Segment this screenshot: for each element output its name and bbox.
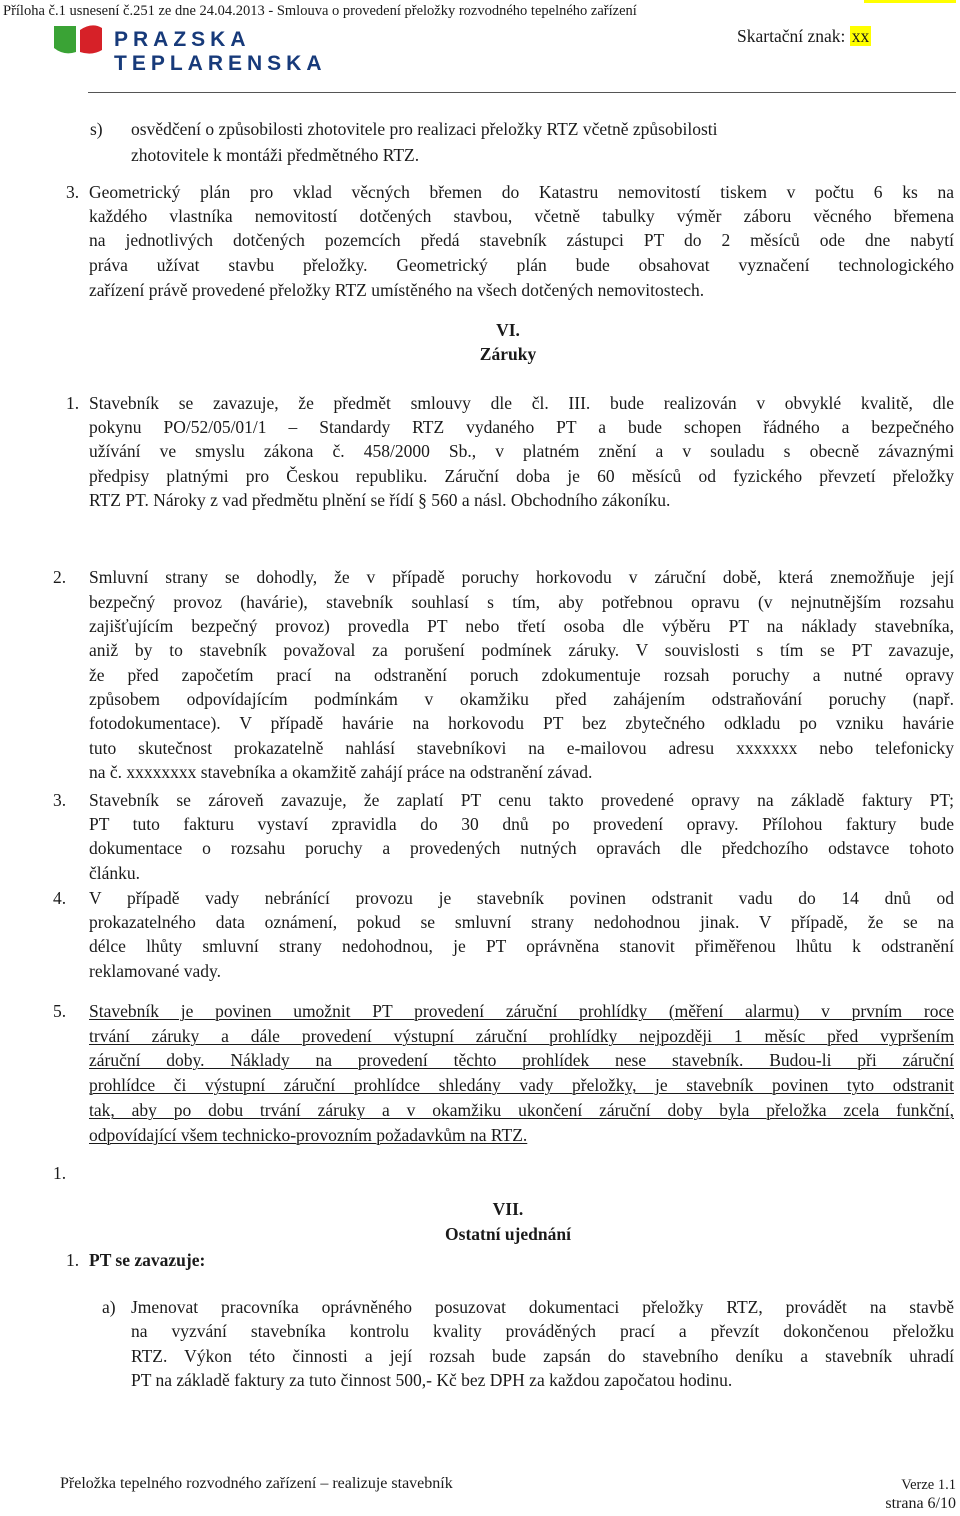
- item-s-marker: s): [90, 119, 103, 139]
- company-logo: [52, 22, 392, 75]
- section-6-p2-marker: 2.: [53, 567, 67, 587]
- section-6-p1-line: užívání ve smyslu zákona č. 458/2000 Sb., v platném znění a v souladu s obecně závaznými: [89, 441, 954, 461]
- section-7-p1-title: PT se zavazuje:: [89, 1250, 206, 1270]
- section-6-p2-line: že před započetím prací na odstranění poruch zdokumentuje rozsah poruchy a nutné opravy: [89, 665, 954, 685]
- section-6-p1-line: RTZ PT. Nároky z vad předmětu plnění se řídí § 560 a násl. Obchodního zákoníku.: [89, 490, 671, 510]
- section-6-p5-line: prohlídce či výstupní záruční prohlídce shledány vady přeložky, je stavebník povinen tyto odstranit: [89, 1075, 954, 1095]
- item-3-marker: 3.: [66, 182, 80, 202]
- section-6-p2-line: bezpečný provoz (havárie), stavebník souhlasí s tím, aby potřebnou opravu (v nejnutnějším rozsahu: [89, 592, 954, 612]
- section-7-a-line: Jmenovat pracovníka oprávněného posuzovat dokumentaci přeložky RTZ, provádět na stavbě: [131, 1297, 954, 1317]
- section-6-p4-line: reklamované vady.: [89, 961, 222, 981]
- section-7-a-line: na vyzvání stavebníka kontrolu kvality prováděných prací a převzít dokončenou přeložku: [131, 1321, 954, 1341]
- header-rule: [88, 92, 956, 93]
- section-6-p1-line: předpisy platnými pro Českou republiku. Záruční doba je 60 měsíců od fyzického převzetí přeložky: [89, 466, 954, 486]
- item-s-line: osvědčení o způsobilosti zhotovitele pro realizaci přeložky RTZ včetně způsobilosti: [131, 119, 718, 139]
- item-3-line: zařízení právě provedené přeložky RTZ umístěného na všech dotčených nemovitostech.: [89, 280, 705, 300]
- section-6-p2-line: Smluvní strany se dohodly, že v případě poruchy horkovodu v záruční době, která znemožňuje její: [89, 567, 954, 587]
- item-3-line: každého vlastníka nemovitostí dotčených stavbou, včetně tabulky výměr záboru věcného břemena: [89, 206, 954, 226]
- section-6-p4-line: délce lhůty smluvní strany nedohodnou, je PT oprávněna stanovit přiměřenou lhůtu k odstranění: [89, 936, 954, 956]
- section-6-p2-line: aniž by to stavebník považoval za porušení podmínek záruky. V souvislosti s tím se PT zavazuje,: [89, 640, 954, 660]
- section-7-a-line: PT na základě faktury za tuto činnost 500,- Kč bez DPH za každou započatou hodinu.: [131, 1370, 733, 1390]
- section-6-p5-line: Stavebník je povinen umožnit PT provedení záruční prohlídky (měření alarmu) v prvním roce: [89, 1001, 954, 1021]
- footer-version: Verze 1.1: [901, 1477, 956, 1493]
- section-6-number: VI.: [496, 320, 520, 340]
- corner-highlight: [864, 0, 956, 3]
- section-6-p5-marker: 5.: [53, 1001, 67, 1021]
- section-6-p1-marker: 1.: [66, 393, 80, 413]
- logo-mark-icon: [52, 22, 104, 58]
- section-6-p1-line: Stavebník se zavazuje, že předmět smlouvy dle čl. III. bude realizován v obvyklé kvalitě, dle: [89, 393, 954, 413]
- section-6-p4-line: V případě vady nebránící provozu je stavebník povinen odstranit vadu do 14 dnů od: [89, 888, 954, 908]
- shredding-value: xx: [851, 26, 870, 46]
- section-6-p5-line: odpovídající všem technicko-provozním požadavkům na RTZ.: [89, 1125, 528, 1145]
- section-7-p1-marker: 1.: [66, 1250, 80, 1270]
- section-7-a-marker: a): [102, 1297, 116, 1317]
- section-6-p3-line: Stavebník se zároveň zavazuje, že zaplatí PT cenu takto provedené opravy na základě faktury PT;: [89, 790, 954, 810]
- section-6-p2-line: tuto skutečnost prokazatelně nahlásí stavebníkovi na e-mailovou adresu xxxxxxx nebo telefonicky: [89, 738, 954, 758]
- item-s-line: zhotovitele k montáži předmětného RTZ.: [131, 145, 420, 165]
- section-6-p3-line: PT tuto fakturu vystaví zpravidla do 30 dnů po provedení opravy. Přílohou faktury bude: [89, 814, 954, 834]
- section-6-p2-line: způsobem odpovídajícím podmínkám v okamžiku před zahájením odstraňování poruchy (např.: [89, 689, 954, 709]
- section-6-p3-line: dokumentace o rozsahu poruchy a provedených nutných opravách dle předchozího odstavce tohoto: [89, 838, 954, 858]
- section-7-title: Ostatní ujednání: [445, 1224, 571, 1244]
- section-6-p5-line: trvání záruky a dále provedení výstupní záruční prohlídky nejpozději 1 měsíc před vypršením: [89, 1026, 954, 1046]
- page-number: strana 6/10: [885, 1495, 956, 1512]
- section-6-p3-marker: 3.: [53, 790, 67, 810]
- section-7-number: VII.: [492, 1199, 524, 1219]
- section-6-p5-line: záruční doby. Náklady na provedení těchto prohlídek nese stavebník. Budou-li při záruční: [89, 1050, 954, 1070]
- stray-list-marker: 1.: [53, 1163, 67, 1183]
- section-6-p4-line: prokazatelného data oznámení, pokud se smluvní strany nedohodnou jinak. V případě, že se na: [89, 912, 954, 932]
- logo-text: PRAZSKA TEPLARENSKA: [114, 28, 327, 75]
- shredding-label: Skartační znak:: [737, 26, 846, 46]
- section-6-title: Záruky: [479, 344, 537, 364]
- section-6-p1-line: pokynu PO/52/05/01/1 – Standardy RTZ vydaného PT a bude schopen řádného a bezpečného: [89, 417, 954, 437]
- section-6-p2-line: na č. xxxxxxxx stavebníka a okamžitě zahájí práce na odstranění závad.: [89, 762, 593, 782]
- section-6-p4-marker: 4.: [53, 888, 67, 908]
- section-6-p2-line: fotodokumentace). V případě havárie na horkovodu PT bez zbytečného odkladu po vzniku havárie: [89, 713, 954, 733]
- section-6-p5-line: tak, aby po dobu trvání záruky a v okamžiku ukončení záruční doby byla přeložka zcela funkční,: [89, 1100, 954, 1120]
- item-3-line: Geometrický plán pro vklad věcných břemen do Katastru nemovitostí tiskem v počtu 6 ks na: [89, 182, 954, 202]
- footer-title: Přeložka tepelného rozvodného zařízení – realizuje stavebník: [60, 1475, 453, 1492]
- section-6-p2-line: zajišťujícím bezpečný provoz) provedla PT nebo třetí osoba dle výběru PT na náklady stavebníka,: [89, 616, 954, 636]
- item-3-line: na jednotlivých dotčených pozemcích předá stavebník zástupci PT do 2 měsíců ode dne nabytí: [89, 230, 954, 250]
- annex-note: Příloha č.1 usnesení č.251 ze dne 24.04.2013 - Smlouva o provedení přeložky rozvodného tepelného zařízení: [3, 3, 637, 19]
- section-7-a-line: RTZ. Výkon této činnosti a její rozsah bude zapsán do stavebního deníku a stavebník uhradí: [131, 1346, 954, 1366]
- shredding-mark: [737, 26, 871, 47]
- item-3-line: práva užívat stavbu přeložky. Geometrický plán bude obsahovat vyznačení technologického: [89, 255, 954, 275]
- section-6-p3-line: článku.: [89, 863, 141, 883]
